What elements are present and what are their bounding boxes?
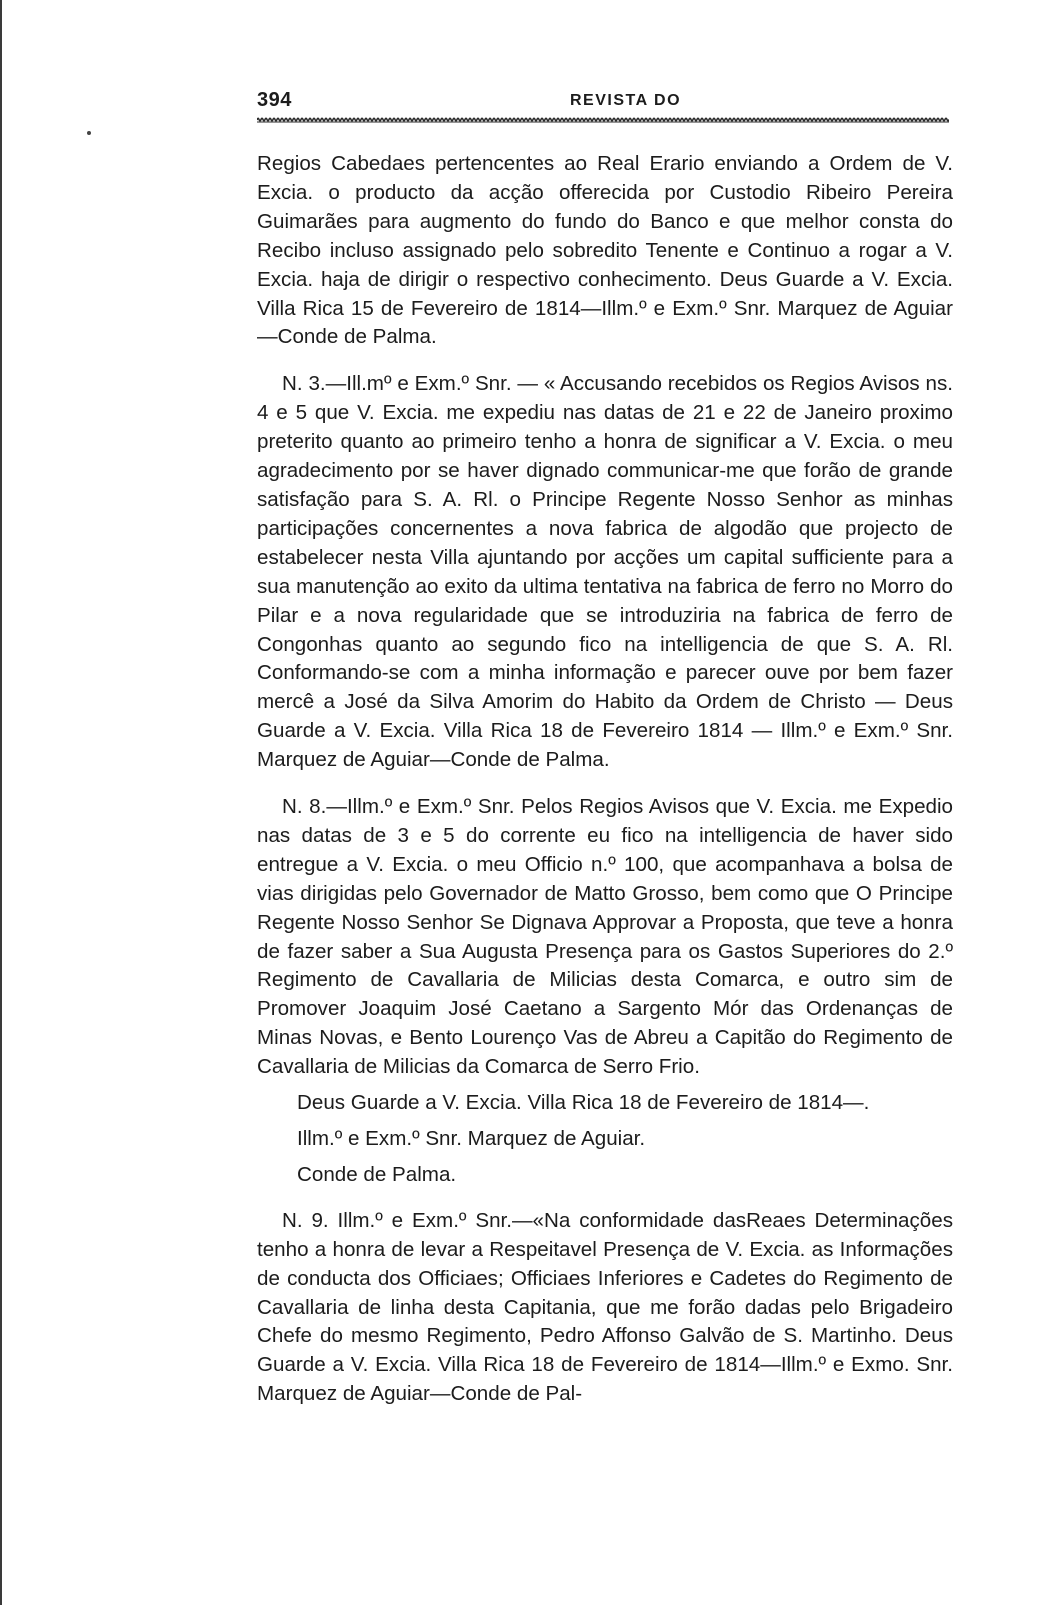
closing-signature: Conde de Palma. [297, 1162, 457, 1186]
header-wavy-rule [257, 117, 949, 123]
page-number: 394 [257, 89, 292, 111]
closing-addressee: Illm.º e Exm.º Snr. Marquez de Aguiar. [297, 1127, 646, 1150]
journal-title: REVISTA DO [570, 92, 682, 109]
paragraph-letter-8: N. 8.—Illm.º e Exm.º Snr. Pelos Regios Avisos que V. Excia. me Expedio nas datas de 3 e 5 do corrente eu fico na intelligencia de haver sido entregue a V. Excia. o meu Officio n.º 100, que acompanhava a bolsa de vias dirigidas pelo Governador de Matto Grosso, bem como que O Principe Regente Nosso Senhor Se Dignava Approvar a Proposta, que teve a honra de fazer saber a Sua Augusta Presença para os Gastos Superiores do 2.º Regimento de Cavallaria de Milicias desta Comarca, e outro sim de Promover Joaquim José Caetano a Sargento Mór das Ordenanças de Minas Novas, e Bento Lourenço Vas de Abreu a Capitão do Regimento de Cavallaria de Milicias da Comarca de Serro Frio. [257, 795, 953, 1079]
paragraph-continuation: Regios Cabedaes pertencentes ao Real Erario enviando a Ordem de V. Excia. o producto da acção offerecida por Custodio Ribeiro Pereira Guimarães para augmento do fundo do Banco e que melhor consta do Recibo incluso assignado pelo sobredito Tenente e Continuo a rogar a V. Excia. haja de dirigir o respectivo conhecimento. Deus Guarde a V. Excia. Villa Rica 15 de Fevereiro de 1814—Illm.º e Exm.º Snr. Marquez de Aguiar—Conde de Palma. [257, 152, 953, 349]
paragraph-letter-3: N. 3.—Ill.mº e Exm.º Snr. — « Accusando recebidos os Regios Avisos ns. 4 e 5 que V. Excia. me expediu nas datas de 21 e 22 de Janeiro proximo preterito quanto ao primeiro tenho a honra de significar a V. Excia. o meu agradecimento por se haver dignado communicar-me que forão de grande satisfação para S. A. Rl. o Principe Regente Nosso Senhor as minhas participações concernentes a nova fabrica de algodão que projecto de estabelecer nesta Villa ajuntando por acções um capital sufficiente para a sua manutenção ao exito da ultima tentativa na fabrica de ferro no Morro do Pilar e a nova regularidade que se introduziria na fabrica de ferro de Congonhas quanto ao segundo fico na intelligencia de que S. A. Rl. Conformando-se com a minha informação e parecer ouve por bem fazer mercê a José da Silva Amorim do Habito da Ordem de Christo — Deus Guarde a V. Excia. Villa Rica 18 de Fevereiro 1814 — Illm.º e Exm.º Snr. Marquez de Aguiar—Conde de Palma. [257, 372, 953, 772]
paragraph-letter-9: N. 9. Illm.º e Exm.º Snr.—«Na conformidade dasReaes Determinações tenho a honra de levar a Respeitavel Presença de V. Excia. as Informações de conducta dos Officiaes; Officiaes Inferiores e Cadetes do Regimento de Cavallaria de linha desta Capitania, que me forão dadas pelo Brigadeiro Chefe do mesmo Regimento, Pedro Affonso Galvão de S. Martinho. Deus Guarde a V. Excia. Villa Rica 18 de Fevereiro de 1814—Illm.º e Exmo. Snr. Marquez de Aguiar—Conde de Pal- [257, 1208, 953, 1406]
stray-ink-dot [87, 131, 91, 135]
page-edge-line [0, 0, 2, 1605]
closing-salutation: Deus Guarde a V. Excia. Villa Rica 18 de Fevereiro de 1814—. [297, 1091, 870, 1115]
body-text [257, 150, 953, 1409]
running-header [257, 89, 949, 123]
